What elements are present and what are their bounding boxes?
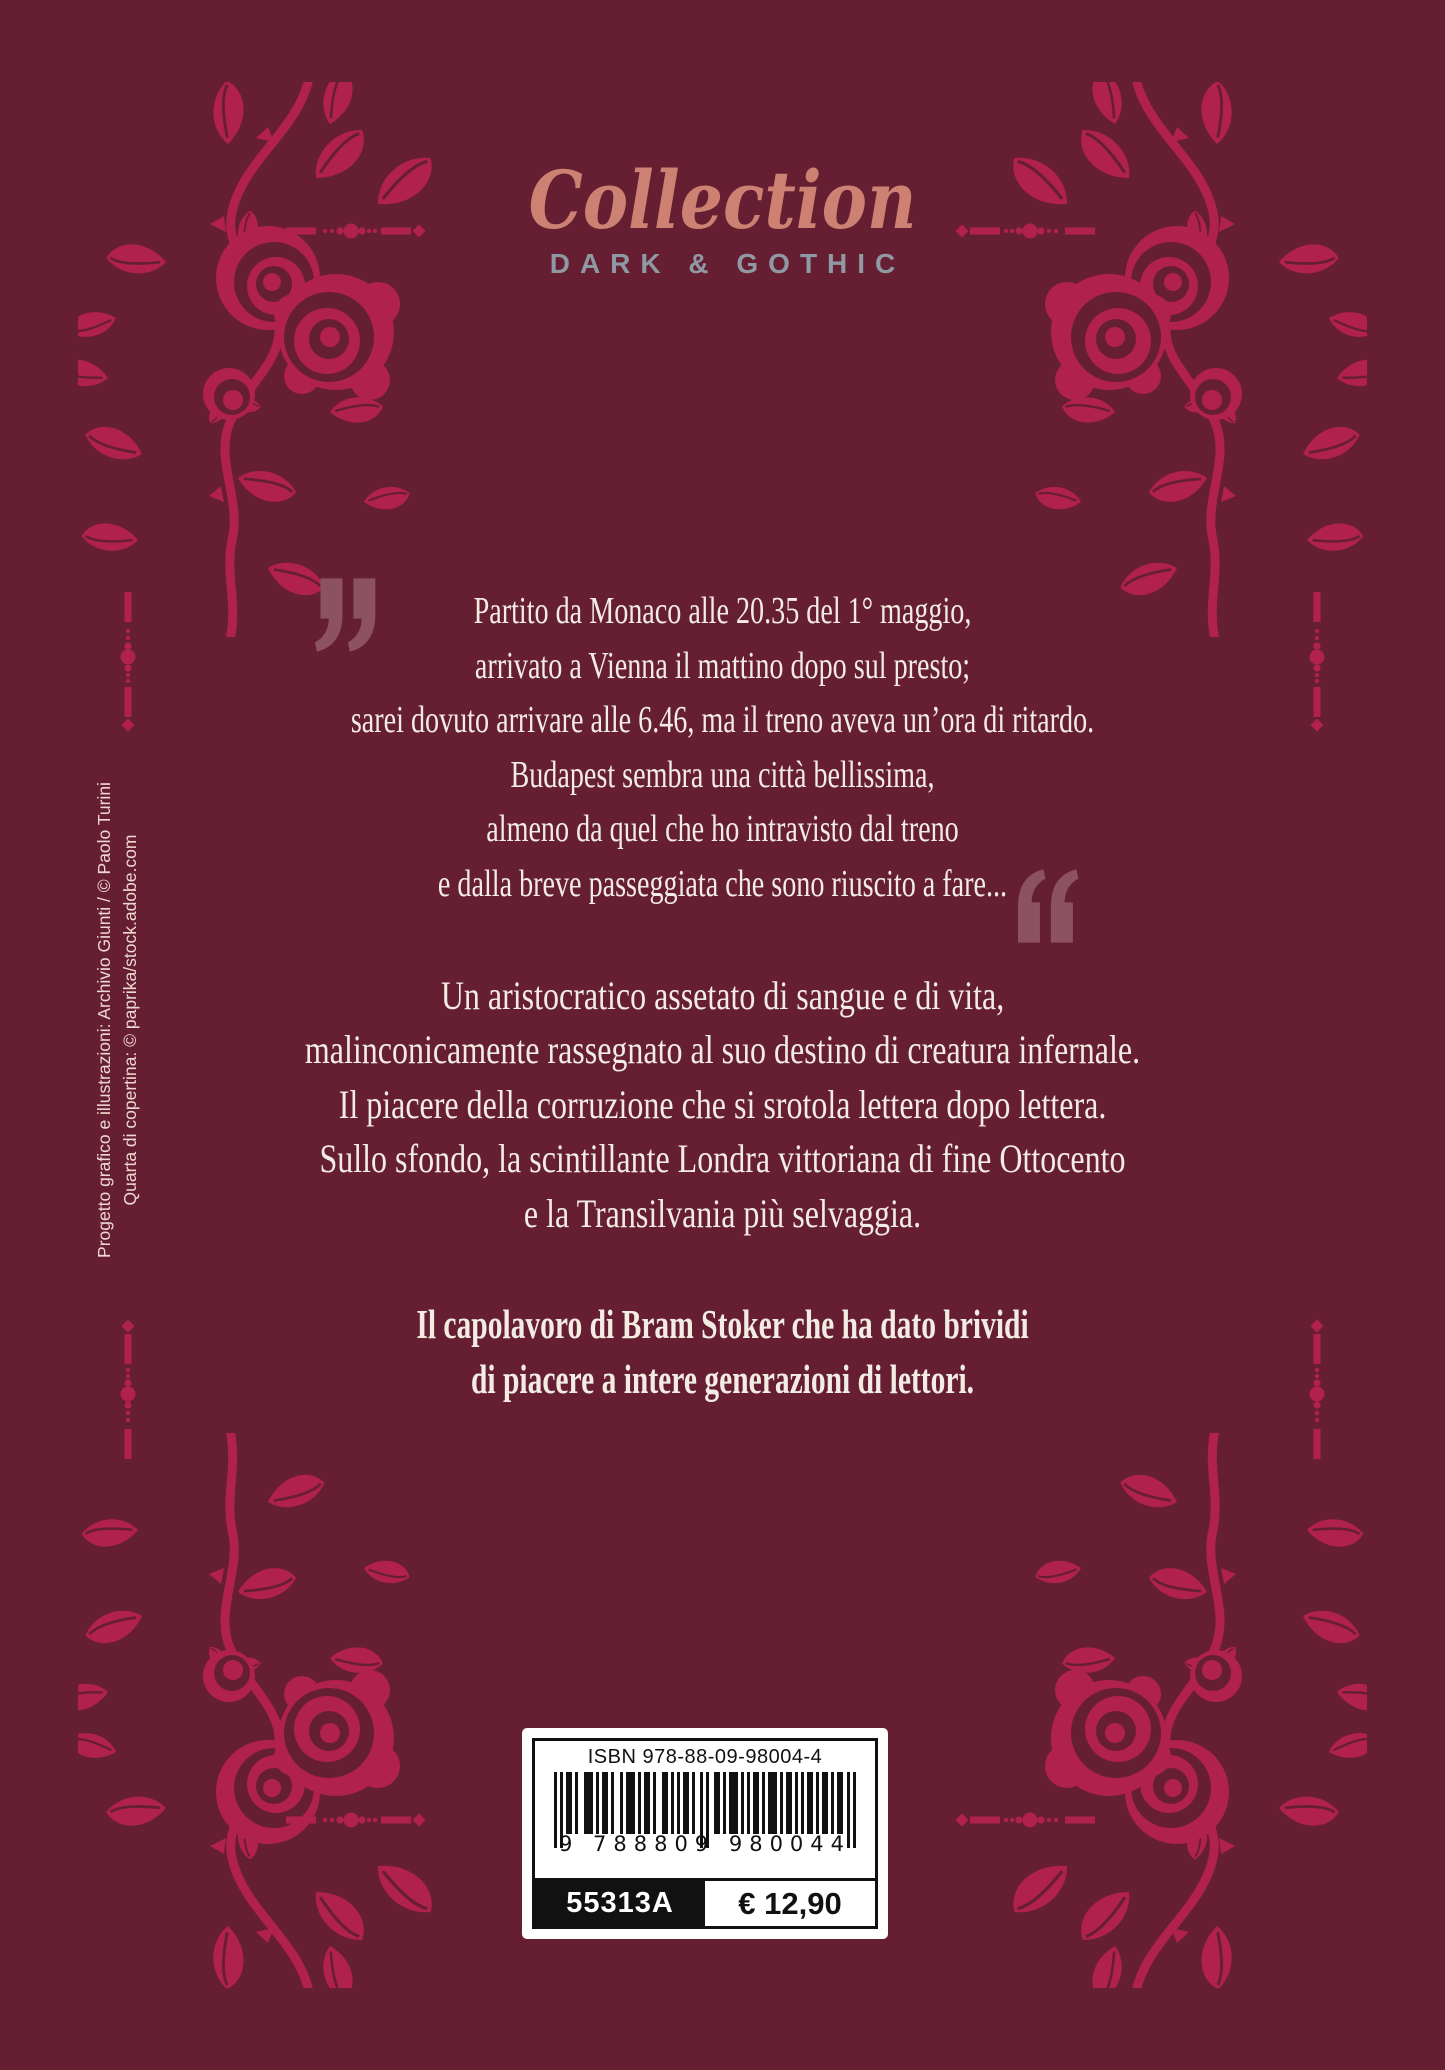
barcode-bottom-row <box>535 1878 875 1926</box>
description-line: Un aristocratico assetato di sangue e di vita, <box>440 973 1005 1018</box>
divider-ornament-right-lower <box>1309 1319 1325 1459</box>
series-logo <box>0 153 1445 279</box>
credits <box>91 710 145 1330</box>
description-line: Il piacere della corruzione che si srotola lettera dopo lettera. <box>338 1081 1107 1127</box>
divider-ornament-left-lower <box>120 1319 136 1459</box>
description-line: Sullo sfondo, la scintillante Londra vittoriana di fine Ottocento <box>319 1136 1126 1182</box>
divider-ornament-bottom-left <box>286 1812 426 1828</box>
quote-line: e dalla breve passeggiata che sono riuscito a fare... <box>437 862 1008 905</box>
isbn-label: ISBN 978-88-09-98004-4 <box>587 1746 823 1768</box>
book-highlight <box>202 1297 1242 1407</box>
quote-line: almeno da quel che ho intravisto dal treno <box>486 808 959 850</box>
series-logo-subtitle: DARK & GOTHIC <box>549 248 906 279</box>
quote-line: Partito da Monaco alle 20.35 del 1° maggio, <box>473 590 972 632</box>
price: € 12,90 <box>738 1885 842 1921</box>
book-description <box>145 969 1301 1241</box>
edition-code: 55313A <box>535 1881 705 1926</box>
barcode-frame <box>532 1738 878 1929</box>
barcode-box <box>522 1728 888 1939</box>
barcode-bars-area <box>535 1769 875 1878</box>
quote-line: sarei dovuto arrivare alle 6.46, ma il treno aveva un’ora di ritardo. <box>350 699 1095 741</box>
credits-design-line: Progetto grafico e illustrazioni: Archivio Giunti / © Paolo Turini <box>94 782 114 1258</box>
credits-cover-line: Quarta di copertina: © paprika/stock.adobe.com <box>120 834 140 1206</box>
quote-line: arrivato a Vienna il mattino dopo sul presto; <box>474 644 971 687</box>
description-line: e la Transilvania più selvaggia. <box>523 1190 922 1236</box>
highlight-line: di piacere a intere generazioni di lettori. <box>470 1356 975 1402</box>
series-logo-name: Collection <box>528 153 917 247</box>
book-quote <box>188 584 1257 911</box>
rose-vine-bottom-left-ornament <box>78 1433 438 1988</box>
highlight-line: Il capolavoro di Bram Stoker che ha dato brividi <box>416 1301 1029 1347</box>
quote-line: Budapest sembra una città bellissima, <box>510 753 935 796</box>
divider-ornament-bottom-right <box>955 1812 1095 1828</box>
divider-ornament-right-upper <box>1309 592 1325 732</box>
rose-vine-bottom-right-ornament <box>1007 1433 1367 1988</box>
description-line: malinconicamente rassegnato al suo destino di creatura infernale. <box>304 1027 1141 1073</box>
barcode-digits: 9 788809 980044 <box>558 1832 852 1856</box>
